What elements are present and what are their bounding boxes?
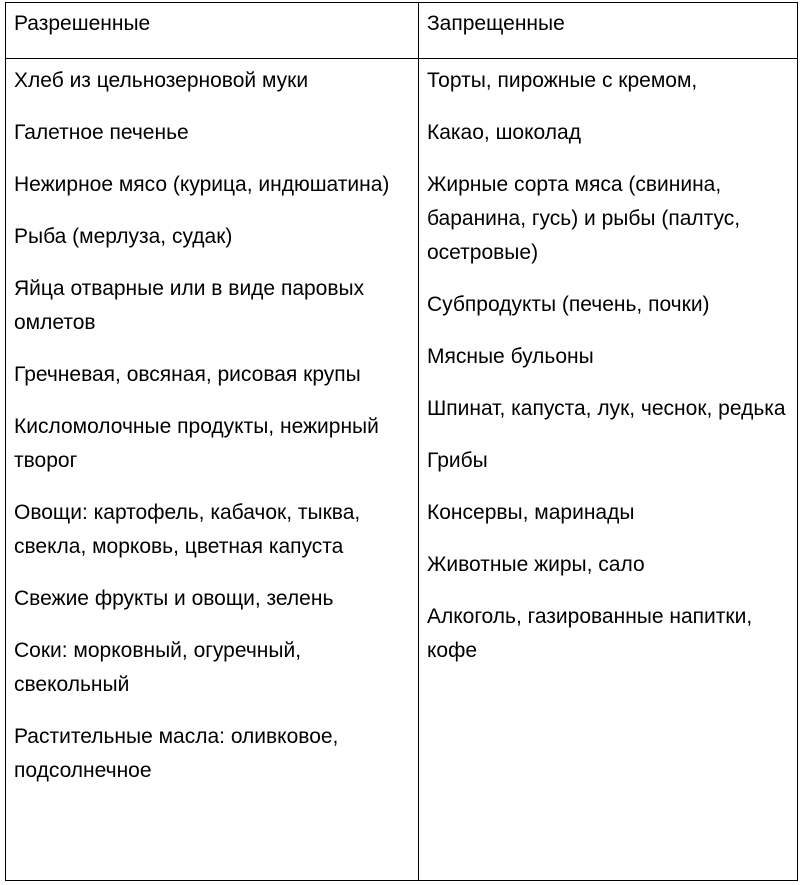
forbidden-item: Шпинат, капуста, лук, чеснок, редька xyxy=(427,397,786,420)
forbidden-item: Консервы, маринады xyxy=(427,501,635,524)
allowed-header-label: Разрешенные xyxy=(14,12,151,35)
allowed-item: Яйца отварные или в виде паровых омлетов xyxy=(14,277,365,334)
forbidden-column xyxy=(419,59,797,880)
allowed-header xyxy=(6,3,419,59)
allowed-item: Нежирное мясо (курица, индюшатина) xyxy=(14,173,390,196)
forbidden-item: Грибы xyxy=(427,449,488,472)
diet-table xyxy=(5,2,798,881)
allowed-item: Свежие фрукты и овощи, зелень xyxy=(14,587,334,610)
forbidden-item: Алкоголь, газированные напитки, кофе xyxy=(427,605,753,662)
allowed-item: Овощи: картофель, кабачок, тыква, свекла, морковь, цветная капуста xyxy=(14,501,361,558)
allowed-column xyxy=(6,59,419,880)
allowed-item: Соки: морковный, огуречный, свекольный xyxy=(14,639,302,696)
forbidden-item: Торты, пирожные с кремом, xyxy=(427,69,698,92)
forbidden-item: Животные жиры, сало xyxy=(427,553,645,576)
allowed-item: Рыба (мерлуза, судак) xyxy=(14,225,233,248)
allowed-item: Кисломолочные продукты, нежирный творог xyxy=(14,415,379,472)
allowed-item: Хлеб из цельнозерновой муки xyxy=(14,69,309,92)
forbidden-item: Субпродукты (печень, почки) xyxy=(427,293,710,316)
forbidden-header xyxy=(419,3,797,59)
forbidden-item: Жирные сорта мяса (свинина, баранина, гусь) и рыбы (палтус, осетровые) xyxy=(427,173,741,264)
forbidden-item: Мясные бульоны xyxy=(427,345,594,368)
allowed-item: Галетное печенье xyxy=(14,121,189,144)
forbidden-header-label: Запрещенные xyxy=(427,12,565,35)
allowed-item: Гречневая, овсяная, рисовая крупы xyxy=(14,363,361,386)
forbidden-item: Какао, шоколад xyxy=(427,121,581,144)
allowed-item: Растительные масла: оливковое, подсолнечное xyxy=(14,725,339,782)
